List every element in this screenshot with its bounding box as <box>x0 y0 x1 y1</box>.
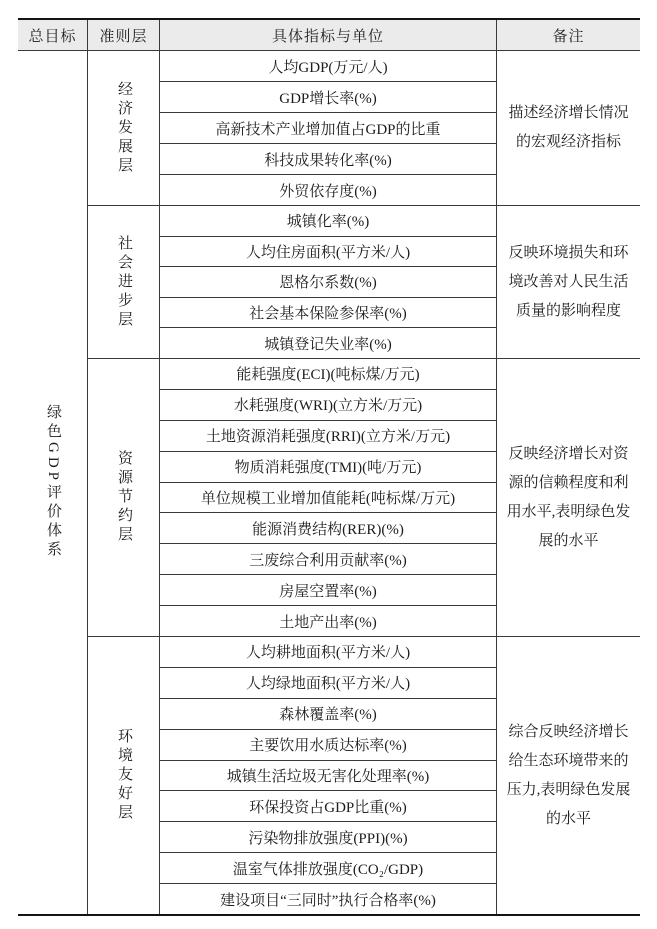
indicator-row: 温室气体排放强度(CO₂/GDP) <box>160 853 496 884</box>
remark-cell <box>497 51 640 205</box>
indicator-row: 土地资源消耗强度(RRI)(立方米/万元) <box>160 421 496 452</box>
header-cell-indicator: 具体指标与单位 <box>160 20 497 50</box>
indicator-row: 森林覆盖率(%) <box>160 699 496 730</box>
indicator-list <box>160 51 497 205</box>
remark-cell <box>497 359 640 636</box>
header-cell-goal: 总目标 <box>18 20 88 50</box>
remark-cell <box>497 637 640 914</box>
indicator-list <box>160 206 497 358</box>
indicator-row: 污染物排放强度(PPI)(%) <box>160 822 496 853</box>
indicator-row: 城镇登记失业率(%) <box>264 336 392 353</box>
table-body <box>18 51 640 914</box>
table-header-row <box>18 20 640 51</box>
criterion-label: 环境友好层 <box>116 728 132 823</box>
remark-cell <box>497 206 640 358</box>
criterion-cell-resource <box>88 359 160 636</box>
indicator-row: 单位规模工业增加值能耗(吨标煤/万元) <box>160 483 496 514</box>
indicator-row: 物质消耗强度(TMI)(吨/万元) <box>160 452 496 483</box>
indicator-row: 人均耕地面积(平方米/人) <box>160 637 496 668</box>
goal-cell <box>18 51 88 914</box>
criterion-cell-environment <box>88 637 160 914</box>
remark-text: 综合反映经济增长给生态环境带来的压力,表明绿色发展的水平 <box>506 723 631 827</box>
indicator-row: 土地产出率(%) <box>279 614 377 631</box>
goal-vertical-label: 绿色GDP评价体系 <box>45 404 61 561</box>
header-cell-criterion: 准则层 <box>88 20 160 50</box>
indicator-row: 外贸依存度(%) <box>279 183 377 200</box>
sections-container <box>88 51 640 914</box>
indicator-list <box>160 359 497 636</box>
indicator-row: 建设项目“三同时”执行合格率(%) <box>220 892 436 909</box>
indicator-row: 三废综合利用贡献率(%) <box>160 544 496 575</box>
section-environment-friendly <box>88 637 640 914</box>
criterion-label: 经济发展层 <box>116 80 132 176</box>
criterion-cell-economic <box>88 51 160 205</box>
green-gdp-evaluation-table <box>18 18 640 916</box>
section-resource-conservation <box>88 359 640 637</box>
indicator-row: 科技成果转化率(%) <box>160 144 496 175</box>
indicator-row: GDP增长率(%) <box>160 82 496 113</box>
remark-text: 描述经济增长情况的宏观经济指标 <box>508 105 629 150</box>
indicator-row: 社会基本保险参保率(%) <box>160 298 496 329</box>
section-social-progress <box>88 206 640 359</box>
section-economic-development <box>88 51 640 206</box>
indicator-row: 人均GDP(万元/人) <box>160 51 496 82</box>
indicator-row: 城镇化率(%) <box>160 206 496 237</box>
indicator-row: 主要饮用水质达标率(%) <box>160 730 496 761</box>
indicator-row: 人均住房面积(平方米/人) <box>160 237 496 268</box>
criterion-cell-social <box>88 206 160 358</box>
indicator-row: 房屋空置率(%) <box>160 575 496 606</box>
criterion-label: 资源节约层 <box>116 450 132 545</box>
indicator-row: 环保投资占GDP比重(%) <box>160 791 496 822</box>
indicator-row: 恩格尔系数(%) <box>160 267 496 298</box>
indicator-row: 人均绿地面积(平方米/人) <box>160 668 496 699</box>
indicator-row: 水耗强度(WRI)(立方米/万元) <box>160 390 496 421</box>
indicator-row: 城镇生活垃圾无害化处理率(%) <box>160 761 496 792</box>
indicator-row: 高新技术产业增加值占GDP的比重 <box>160 113 496 144</box>
indicator-list <box>160 637 497 914</box>
header-cell-remark: 备注 <box>552 28 585 45</box>
remark-text: 反映环境损失和环境改善对人民生活质量的影响程度 <box>508 244 629 319</box>
indicator-row: 能源消费结构(RER)(%) <box>160 513 496 544</box>
criterion-label: 社会进步层 <box>116 234 132 330</box>
remark-text: 反映经济增长对资源的信赖程度和利用水平,表明绿色发展的水平 <box>506 445 631 549</box>
indicator-row: 能耗强度(ECI)(吨标煤/万元) <box>160 359 496 390</box>
